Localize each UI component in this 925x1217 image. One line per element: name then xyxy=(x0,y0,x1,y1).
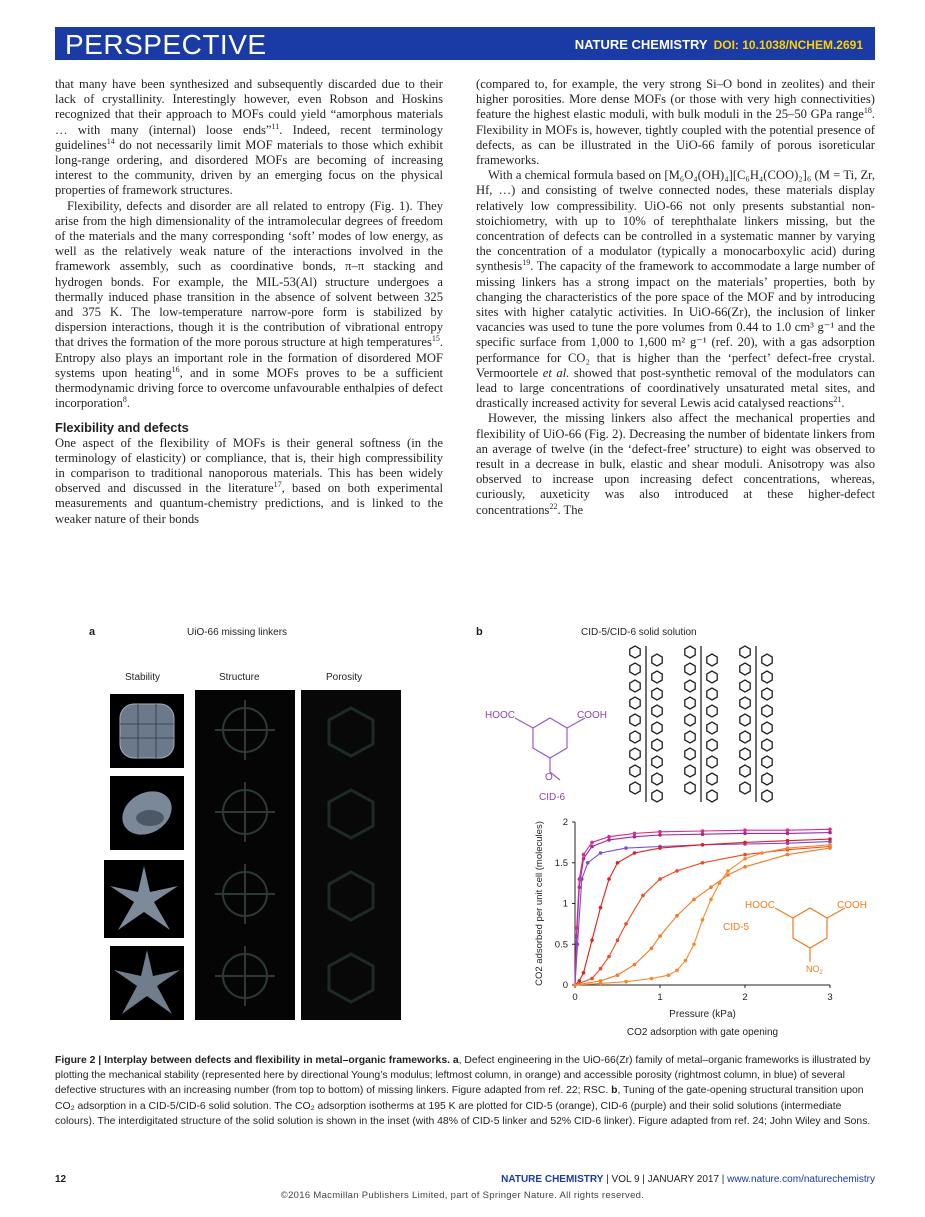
linker-ring xyxy=(707,671,717,683)
data-point-solid-solution-4 xyxy=(675,869,679,873)
journal-link[interactable]: www.nature.com/naturechemistry xyxy=(727,1174,875,1185)
linker-ring xyxy=(740,680,750,692)
linker-ring xyxy=(630,782,640,794)
linker-ring xyxy=(630,748,640,760)
left-column xyxy=(55,77,443,527)
caption-label: Figure 2 | Interplay between defects and flexibility in metal–organic frameworks. xyxy=(55,1055,450,1066)
cid5-cooh: COOH xyxy=(837,900,867,911)
co2-adsorption-chart xyxy=(534,817,833,1038)
paragraph: However, the missing linkers also affect the mechanical properties and flexibility of UiO-66 (Fig. 2). Decreasing the number of bidentate linkers from an average of twelve (in the ‘defect-free’ structure) to eight was observed to result in a decrease in bulk, elastic and shear moduli. Anisotropy was also observed to increase upon increasing defect concentrations, whereas, curiously, auxeticity was also introduced at these higher-defect concentrations$^{22}$. The xyxy=(476,411,875,517)
data-point-CID-5 xyxy=(760,851,764,855)
data-point-CID-5 xyxy=(828,843,832,847)
data-point-CID-5 xyxy=(786,846,790,850)
data-point-CID-6 xyxy=(658,833,662,837)
cid5-hooc: HOOC xyxy=(745,900,775,911)
data-point-solid-solution-5 xyxy=(709,885,713,889)
linker-ring xyxy=(630,731,640,743)
data-point-solid-solution-2 xyxy=(599,851,603,855)
data-point-solid-solution-1 xyxy=(590,841,594,845)
cid5-molecule-icon xyxy=(775,908,845,962)
pore-map-icon xyxy=(301,690,401,1020)
data-point-solid-solution-2 xyxy=(580,877,584,881)
data-point-solid-solution-5 xyxy=(616,973,620,977)
data-point-solid-solution-3 xyxy=(578,979,582,983)
data-point-CID-6 xyxy=(743,832,747,836)
y-tick-label: 2 xyxy=(562,817,568,828)
linker-ring xyxy=(762,722,772,734)
linker-ring xyxy=(740,765,750,777)
data-point-CID-6 xyxy=(633,835,637,839)
panel-b-title: CID-5/CID-6 solid solution xyxy=(581,627,697,638)
data-point-solid-solution-5 xyxy=(650,947,654,951)
data-point-solid-solution-1 xyxy=(743,828,747,832)
data-point-solid-solution-5 xyxy=(633,963,637,967)
data-point-solid-solution-3 xyxy=(599,906,603,910)
linker-ring xyxy=(707,739,717,751)
linker-ring xyxy=(740,731,750,743)
linker-ring xyxy=(652,739,662,751)
data-point-solid-solution-1 xyxy=(658,830,662,834)
stability-thumb xyxy=(110,946,184,1020)
linker-ring xyxy=(652,671,662,683)
solid-solution-structure-icon xyxy=(630,646,772,802)
series-line-solid-solution-3 xyxy=(575,839,830,985)
panel-a-title: UiO-66 missing linkers xyxy=(187,627,288,638)
linker-ring xyxy=(685,765,695,777)
linker-ring xyxy=(707,654,717,666)
journal-name: NATURE CHEMISTRY xyxy=(574,37,708,52)
linker-ring xyxy=(762,739,772,751)
data-point-CID-5 xyxy=(599,982,603,986)
linker-ring xyxy=(685,748,695,760)
linker-ring xyxy=(740,748,750,760)
data-point-solid-solution-1 xyxy=(786,828,790,832)
column-structure: Structure xyxy=(219,672,260,683)
paragraph: that many have been synthesized and subsequently discarded due to their lack of crystallinity. Interestingly however, even Robson and Hoskins recognized that their approach to MOFs could yield “amorphous materials … with many (internal) loose ends”$^{11}$. Indeed, recent terminology guidelines$^{14}$ do not necessarily limit MOF materials to those which exhibit long-range ordering, and disordered MOFs are becoming of increasing interest to the community, driven by an emerging focus on the physical properties of framework structures. xyxy=(55,77,443,198)
section-label: PERSPECTIVE xyxy=(65,29,267,60)
y-tick-label: 0 xyxy=(562,980,568,991)
figure-2 xyxy=(55,622,875,1042)
right-column xyxy=(476,77,875,518)
linker-ring xyxy=(762,654,772,666)
data-point-CID-5 xyxy=(684,959,688,963)
section-heading: Flexibility and defects xyxy=(55,420,189,436)
linker-ring xyxy=(630,663,640,675)
stability-thumb xyxy=(110,776,184,850)
linker-ring xyxy=(630,714,640,726)
data-point-solid-solution-3 xyxy=(701,843,705,847)
data-point-solid-solution-1 xyxy=(582,853,586,857)
data-point-CID-6 xyxy=(701,832,705,836)
data-point-solid-solution-3 xyxy=(590,938,594,942)
panel-a-letter: a xyxy=(89,626,96,638)
data-point-solid-solution-5 xyxy=(658,934,662,938)
linker-ring xyxy=(652,722,662,734)
data-point-CID-5 xyxy=(675,969,679,973)
data-point-solid-solution-5 xyxy=(743,865,747,869)
linker-ring xyxy=(652,756,662,768)
data-point-solid-solution-4 xyxy=(607,955,611,959)
column-porosity: Porosity xyxy=(326,672,363,683)
saddle-shape-icon xyxy=(110,776,184,850)
data-point-CID-5 xyxy=(692,943,696,947)
linker-ring xyxy=(740,714,750,726)
panel-b-letter: b xyxy=(476,626,483,638)
chart-title: CO2 adsorption with gate opening xyxy=(626,1027,779,1038)
data-point-CID-6 xyxy=(607,838,611,842)
x-tick-label: 3 xyxy=(827,992,833,1003)
linker-ring xyxy=(652,705,662,717)
cid5-nitro: $NO_2$ xyxy=(806,964,823,976)
linker-ring xyxy=(707,688,717,700)
linker-ring xyxy=(762,790,772,802)
column-stability: Stability xyxy=(125,672,161,683)
linker-ring xyxy=(685,663,695,675)
data-point-CID-5 xyxy=(701,918,705,922)
data-point-CID-5 xyxy=(709,898,713,902)
x-tick-label: 0 xyxy=(572,992,578,1003)
data-point-solid-solution-1 xyxy=(633,832,637,836)
journal-header xyxy=(575,37,863,52)
data-point-CID-6 xyxy=(786,832,790,836)
data-point-CID-5 xyxy=(718,881,722,885)
linker-ring xyxy=(740,697,750,709)
x-tick-label: 2 xyxy=(742,992,748,1003)
panel-b-graphic xyxy=(475,632,875,1042)
data-point-solid-solution-3 xyxy=(607,877,611,881)
stability-thumb xyxy=(104,860,184,938)
linker-ring xyxy=(685,697,695,709)
data-point-solid-solution-2 xyxy=(586,861,590,865)
linker-ring xyxy=(707,756,717,768)
data-point-solid-solution-2 xyxy=(576,943,580,947)
linker-ring xyxy=(707,790,717,802)
y-tick-label: 1.5 xyxy=(554,857,568,869)
stability-thumb xyxy=(110,694,184,768)
linker-ring xyxy=(685,782,695,794)
linker-ring xyxy=(707,722,717,734)
y-tick-label: 1 xyxy=(562,898,568,910)
header-banner xyxy=(55,27,875,60)
data-point-solid-solution-5 xyxy=(692,898,696,902)
data-point-solid-solution-5 xyxy=(828,846,832,850)
paragraph: With a chemical formula based on [M₆O₄(OH)₄][C₆H₄(COO)₂]₆ (M = Ti, Zr, Hf, …) and consisting of twelve connected nodes, these materials display relatively low compressibility. UiO-66 not only presents substantial non-stoichiometry, with up to 10% of terephthalate linkers missing, but the concentration of defects can be controlled in a systematic manner by varying the concentration of a modulator (typically a monocarboxylic acid) during synthesis$^{19}$. The capacity of the framework to accommodate a large number of missing linkers has a strong impact on the materials’ properties, both by changing the characteristics of the pore space of the MOF and by introducing sites with higher catalytic activities. In UiO-66(Zr), the inclusion of linker vacancies was used to tune the pore volumes from 0.44 to 1.0 cm³ g⁻¹ and the specific surface from 1,000 to 1,600 m² g⁻¹ (ref. 20), with a gas adsorption performance for CO₂ that is higher than the ‘perfect’ defect-free crystal. Vermoortele et al. showed that post-synthetic removal of the modulators can lead to large concentrations of coordinatively unsaturated metal sites, and drastically increased activity for several Lewis acid catalysed reactions$^{21}$. xyxy=(476,168,876,411)
series-line-solid-solution-1 xyxy=(575,829,830,985)
linker-ring xyxy=(652,773,662,785)
y-tick-label: 0.5 xyxy=(554,939,568,951)
linker-ring xyxy=(685,680,695,692)
x-axis-label: Pressure (kPa) xyxy=(669,1009,736,1020)
star-shape-icon xyxy=(110,946,184,1020)
data-point-solid-solution-1 xyxy=(607,835,611,839)
linker-ring xyxy=(685,731,695,743)
linker-ring xyxy=(707,705,717,717)
data-point-CID-5 xyxy=(726,869,730,873)
framework-structure-icon xyxy=(195,690,295,1020)
cid6-hooc: HOOC xyxy=(485,710,515,721)
linker-ring xyxy=(762,671,772,683)
data-point-CID-6 xyxy=(828,831,832,835)
data-point-CID-5 xyxy=(650,977,654,981)
linker-ring xyxy=(762,773,772,785)
series-line-CID-6 xyxy=(575,833,830,985)
data-point-solid-solution-4 xyxy=(658,877,662,881)
star-shape-icon xyxy=(104,860,184,938)
structure-column xyxy=(195,690,295,1020)
footer-citation: NATURE CHEMISTRY | VOL 9 | JANUARY 2017 | www.nature.com/naturechemistry xyxy=(501,1174,875,1185)
cid6-molecule-icon xyxy=(515,718,585,780)
data-point-solid-solution-5 xyxy=(675,914,679,918)
data-point-solid-solution-4 xyxy=(624,922,628,926)
linker-ring xyxy=(630,765,640,777)
data-point-solid-solution-5 xyxy=(786,853,790,857)
data-point-solid-solution-3 xyxy=(582,971,586,975)
data-point-solid-solution-5 xyxy=(726,873,730,877)
linker-ring xyxy=(740,782,750,794)
cid5-label: CID-5 xyxy=(723,922,750,933)
data-point-solid-solution-4 xyxy=(701,861,705,865)
linker-ring xyxy=(630,646,640,658)
x-tick-label: 1 xyxy=(657,992,663,1003)
y-axis-label: CO2 adsorbed per unit cell (molecules) xyxy=(534,821,545,986)
linker-ring xyxy=(685,714,695,726)
data-point-CID-6 xyxy=(590,845,594,849)
mesh-shape-icon xyxy=(110,694,184,768)
data-point-solid-solution-3 xyxy=(828,837,832,841)
data-point-solid-solution-3 xyxy=(658,846,662,850)
cid6-methoxy-o: O xyxy=(545,772,553,783)
linker-ring xyxy=(652,654,662,666)
data-point-CID-5 xyxy=(573,983,577,987)
linker-ring xyxy=(740,663,750,675)
linker-ring xyxy=(652,790,662,802)
data-point-solid-solution-4 xyxy=(599,967,603,971)
data-point-solid-solution-1 xyxy=(828,828,832,832)
data-point-solid-solution-4 xyxy=(616,938,620,942)
copyright-notice: ©2016 Macmillan Publishers Limited, part of Springer Nature. All rights reserved. xyxy=(280,1190,645,1201)
data-point-solid-solution-4 xyxy=(590,977,594,981)
data-point-solid-solution-3 xyxy=(743,841,747,845)
linker-ring xyxy=(762,756,772,768)
data-point-solid-solution-3 xyxy=(786,839,790,843)
data-point-solid-solution-3 xyxy=(616,861,620,865)
cid6-cooh: COOH xyxy=(577,710,607,721)
page-number: 12 xyxy=(55,1174,67,1185)
linker-ring xyxy=(652,688,662,700)
cid6-label: CID-6 xyxy=(539,792,566,803)
data-point-CID-5 xyxy=(667,973,671,977)
series-line-solid-solution-5 xyxy=(575,848,830,985)
paragraph: (compared to, for example, the very strong Si–O bond in zeolites) and their higher porosities. More dense MOFs (or those with very high connectivities) feature the highest elastic moduli, with bulk moduli in the 25–50 GPa range$^{18}$. Flexibility in MOFs is, however, tightly coupled with the potential presence of defects, as can be illustrated in the UiO-66 family of porous isoreticular frameworks. xyxy=(476,77,875,168)
linker-ring xyxy=(685,646,695,658)
data-point-solid-solution-2 xyxy=(624,846,628,850)
linker-ring xyxy=(762,688,772,700)
figure-caption: Figure 2 | Interplay between defects and flexibility in metal–organic frameworks. a, Defect engineering in the UiO-66(Zr) family of metal–organic frameworks is illustrated by plotting the mechanical stability (represented here by directional Young’s modulus; leftmost column, in orange) and accessible porosity (rightmost column, in blue) of several defective structures with an increasing number (from top to bottom) of missing linkers. Figure adapted from ref. 22; RSC. b, Tuning of the gate-opening structural transition upon CO₂ adsorption in a CID-5/CID-6 solid solution. The CO₂ adsorption isotherms at 195 K are plotted for CID-5 (orange), CID-6 (purple) and their solid solutions (intermediate colours). The interdigitated structure of the solid solution is shown in the inset (with 48% of CID-5 linker and 52% CID-6 linker). Figure adapted from ref. 24; John Wiley and Sons. xyxy=(55,1055,871,1127)
linker-ring xyxy=(630,697,640,709)
series-line-CID-5 xyxy=(575,845,830,985)
series-line-solid-solution-4 xyxy=(575,847,830,986)
paragraph: One aspect of the flexibility of MOFs is their general softness (in the terminology of elasticity) or compliance, that is, their high compressibility in comparison to traditional nanoporous materials. This has been widely observed and discussed in the literature$^{17}$, based on both experimental measurements and quantum-chemistry predictions, and is linked to the weaker nature of their bonds xyxy=(55,435,443,526)
linker-ring xyxy=(630,680,640,692)
paragraph: Flexibility, defects and disorder are all related to entropy (Fig. 1). They arise from the high dimensionality of the intramolecular degrees of freedom of the materials and the many corresponding ‘soft’ modes of low energy, as well as the relatively weak nature of the interactions involved in the framework assembly, such as coordinative bonds, π–π stacking and hydrogen bonds. For example, the MIL-53(Al) structure undergoes a thermally induced phase transition in the absence of solvent between 325 and 375 K. The low-temperature narrow-pore form is stabilized by dispersion interactions, though it is the contribution of vibrational entropy that drives the formation of the more porous structure at high temperatures$^{15}$. Entropy also plays an important role in the formation of disordered MOF systems upon heating$^{16}$, and in some MOFs proves to be a sufficient thermodynamic driving force to overcome unfavourable enthalpies of defect incorporation$^8$. xyxy=(55,198,443,411)
data-point-CID-5 xyxy=(743,857,747,861)
linker-ring xyxy=(740,646,750,658)
data-point-solid-solution-4 xyxy=(641,894,645,898)
linker-ring xyxy=(707,773,717,785)
data-point-CID-5 xyxy=(624,980,628,984)
linker-ring xyxy=(762,705,772,717)
doi-label: DOI: 10.1038/NCHEM.2691 xyxy=(713,38,863,52)
data-point-solid-solution-1 xyxy=(701,829,705,833)
data-point-solid-solution-3 xyxy=(633,851,637,855)
data-point-solid-solution-4 xyxy=(743,853,747,857)
porosity-column xyxy=(301,690,401,1020)
